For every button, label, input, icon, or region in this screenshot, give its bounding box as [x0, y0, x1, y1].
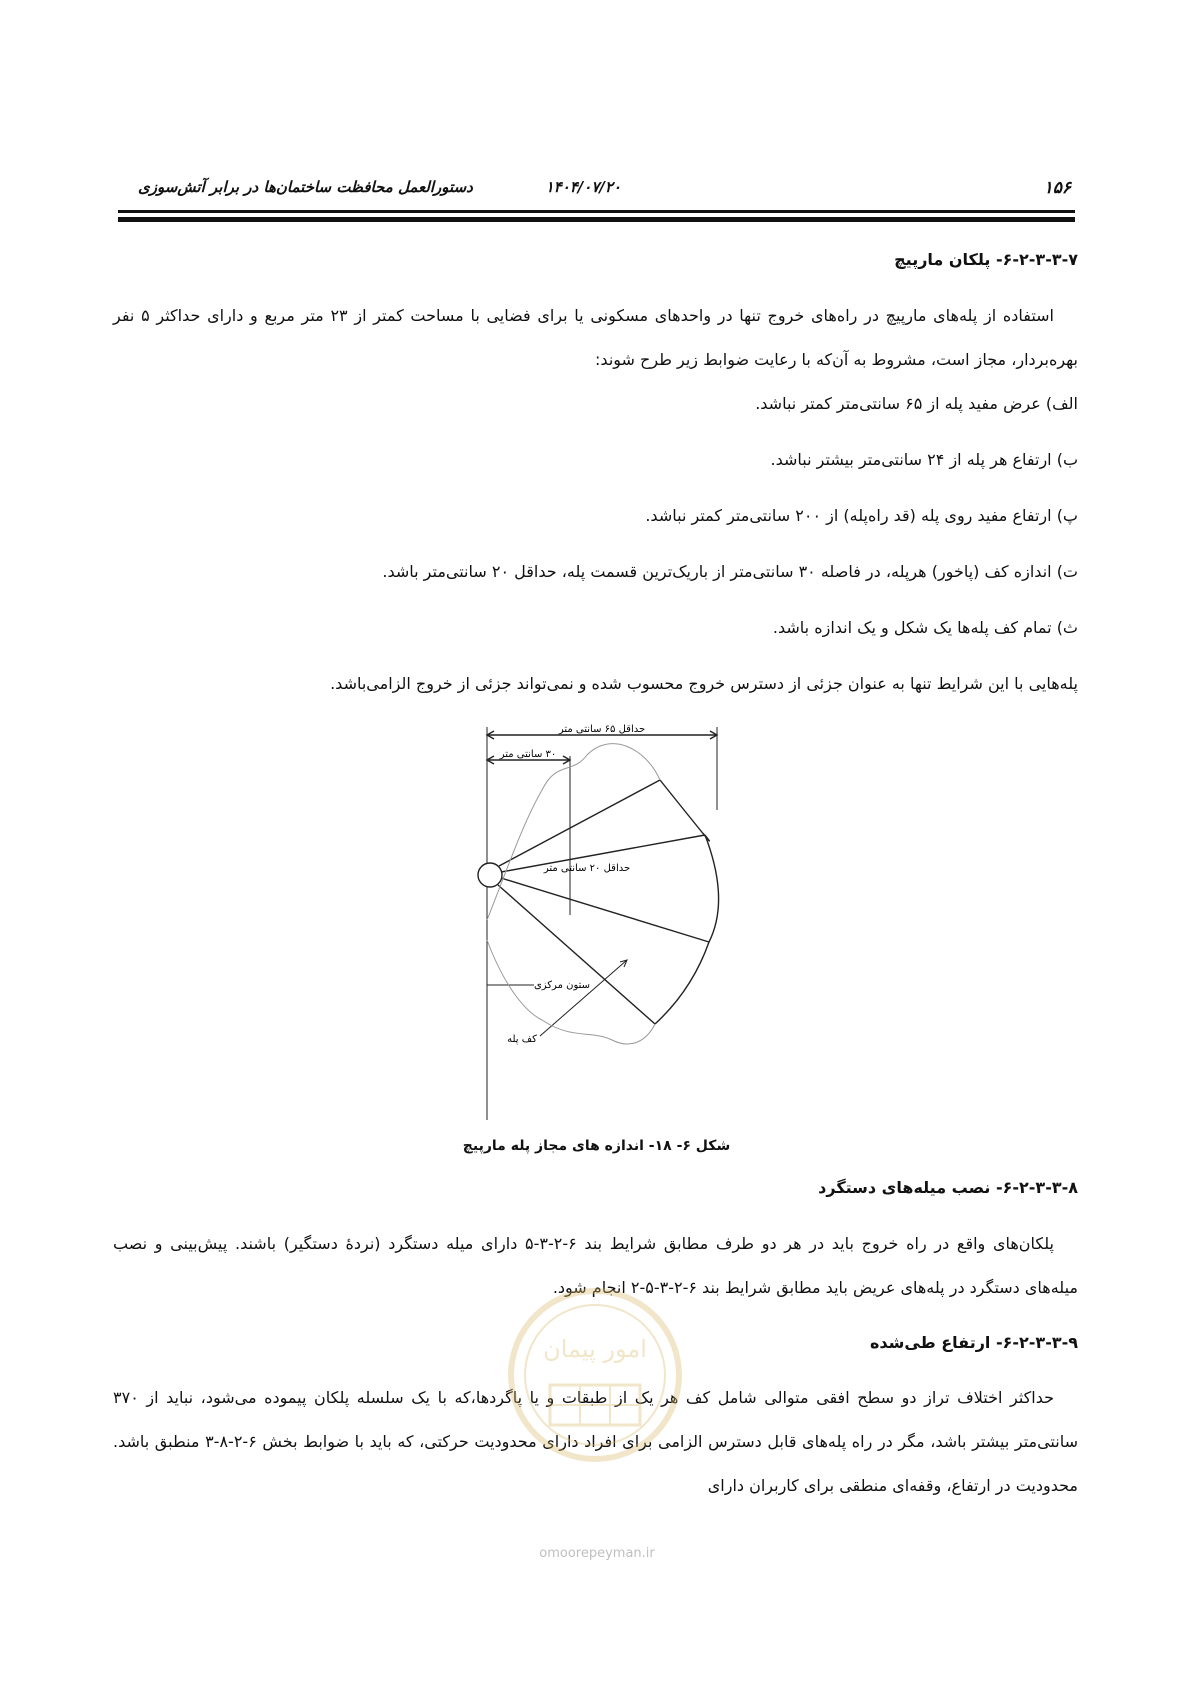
- spiral-stair-diagram: [462, 720, 742, 1120]
- tread-outline: [487, 744, 660, 1044]
- list-item-t: ت) اندازه کف (پاخور) هرپله، در فاصله ۳۰ سانتی‌متر از باریک‌ترین قسمت پله، حداقل ۲۰ سانتی‌متر باشد.: [382, 562, 1078, 581]
- leader-tread: [540, 960, 627, 1036]
- watermark-logo-text: امور پیمان: [543, 1335, 647, 1363]
- list-item-a: الف) عرض مفید پله از ۶۵ سانتی‌متر کمتر نباشد.: [755, 394, 1078, 413]
- figure-caption: شکل ۶- ۱۸- اندازه های مجاز پله مارپیچ: [462, 1138, 731, 1154]
- label-min-65: حداقل ۶۵ سانتی متر: [558, 724, 646, 735]
- header-rule-thin: [118, 210, 1075, 213]
- header-title: دستورالعمل محافظت ساختمان‌ها در برابر آتش‌سوزی: [138, 178, 473, 196]
- section-heading-rise: ۶-۲-۳-۳-۹- ارتفاع طی‌شده: [869, 1333, 1078, 1352]
- section-handrails-paragraph: پلکان‌های واقع در راه خروج باید در هر دو طرف مطابق شرایط بند ۶-۲-۳-۵ دارای میله دستگرد (نردهٔ دستگیر) باشند. پیش‌بینی و نصب میله‌های دستگرد در پله‌های عریض باید مطابق شرایط بند ۶-۲-۳-۵-۲ انجام شود.: [113, 1234, 1078, 1297]
- label-tread: کف پله: [507, 1034, 537, 1045]
- page-header: [118, 172, 1071, 212]
- list-item-p: پ) ارتفاع مفید روی پله (قد راه‌پله) از ۲۰۰ سانتی‌متر کمتر نباشد.: [645, 506, 1078, 525]
- central-column: [478, 863, 502, 887]
- section-heading-spiral-stair: ۶-۲-۳-۳-۷- پلکان مارپیچ: [894, 250, 1078, 269]
- page-number: ۱۵۶: [1043, 178, 1071, 198]
- section-intro-paragraph: استفاده از پله‌های مارپیچ در راه‌های خروج تنها در واحدهای مسکونی یا برای فضایی با مساحت کمتر از ۲۳ متر مربع و دارای حداکثر ۵ نفر بهره‌بردار، مجاز است، مشروط به آن‌که با رعایت ضوابط زیر طرح شوند:: [113, 306, 1078, 369]
- watermark-site: omoorepeyman.ir: [539, 1546, 655, 1561]
- section-heading-handrails: ۶-۲-۳-۳-۸- نصب میله‌های دستگرد: [818, 1178, 1078, 1197]
- tread-line: [499, 780, 660, 866]
- label-central-column: ستون مرکزی: [533, 980, 591, 991]
- outer-arc: [655, 780, 719, 1024]
- label-30: ۳۰ سانتی متر: [499, 749, 557, 760]
- section-rise-paragraph: حداکثر اختلاف تراز دو سطح افقی متوالی شامل کف هر یک از طبقات و یا پاگردها،که با یک سلسله پلکان پیموده می‌شود، نباید از ۳۷۰ سانتی‌متر بیشتر باشد، مگر در راه پله‌های قابل دسترس الزامی برای افراد دارای محدودیت حرکتی، که باید با ضوابط بخش ۶-۲-۸-۳ منطبق باشد. محدودیت در ارتفاع، وقفه‌ای منطقی برای کاربران دارای: [113, 1388, 1078, 1495]
- section-note: پله‌هایی با این شرایط تنها به عنوان جزئی از دسترس خروج محسوب شده و نمی‌تواند جزئی از خروج الزامی‌باشد.: [330, 674, 1078, 693]
- list-item-s: ث) تمام کف پله‌ها یک شکل و یک اندازه باشد.: [772, 618, 1078, 637]
- header-rule-thick: [118, 217, 1075, 222]
- watermark-logo: [505, 1285, 685, 1465]
- tread-line: [501, 878, 709, 942]
- label-min-20: حداقل ۲۰ سانتی متر: [543, 863, 631, 874]
- header-date: ۱۴۰۴/۰۷/۲۰: [545, 178, 621, 196]
- list-item-b: ب) ارتفاع هر پله از ۲۴ سانتی‌متر بیشتر نباشد.: [770, 450, 1078, 469]
